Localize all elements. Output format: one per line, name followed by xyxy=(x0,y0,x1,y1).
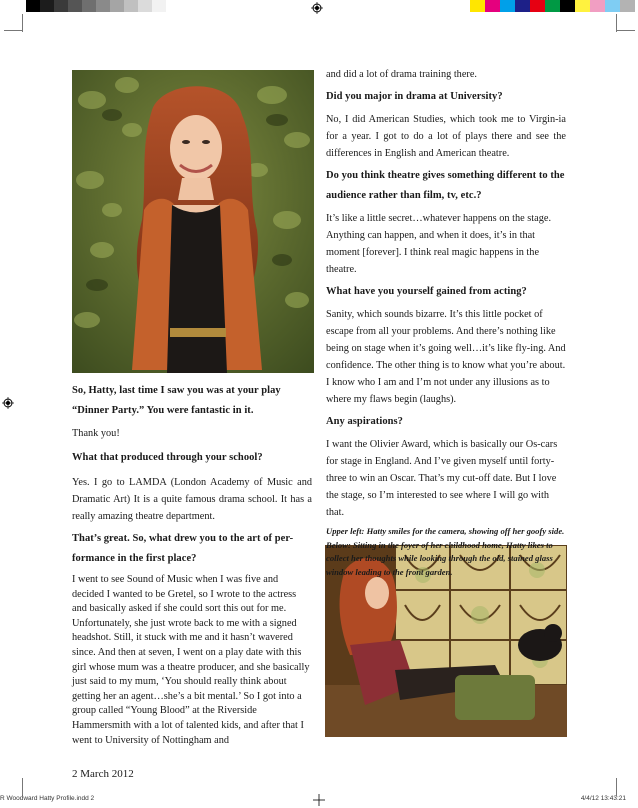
question-1: So, Hatty, last time I saw you was at your play “Dinner Party.” You were fantastic in it. xyxy=(72,385,281,416)
crop-mark xyxy=(22,778,23,796)
grayscale-calibration-bar xyxy=(26,0,180,12)
grayscale-swatch xyxy=(40,0,54,12)
portrait-photo xyxy=(72,70,314,373)
color-swatch xyxy=(500,0,515,12)
color-swatch xyxy=(545,0,560,12)
grayscale-swatch xyxy=(82,0,96,12)
crop-mark xyxy=(616,778,617,796)
crosshair-icon xyxy=(2,397,14,409)
answer-3: I went to see Sound of Music when I was five and decided I wanted to be Gretel, so I wrote to the actress and basically asked if she could sort this out for me. Unfortunately, she just wrote back to me with a signed headshot. Still, it stuck with me and it hasn’t wavered since. And then at seven, I went on a play date with this girl whose mum was a theatre producer, and she basically just said to my mum, ‘You should really think about getting her an agent…she’s a bit mental.’ So I got into a group called “Young Blood” at the Riverside Hammersmith with a lot of talented kids, and after that I went to University of Nottingham and xyxy=(72,574,310,746)
question-3: That’s great. So, what drew you to the art of per-formance in the first place? xyxy=(72,533,294,564)
answer-7: I want the Olivier Award, which is basically our Os-cars for stage in England. And I’ve given myself until forty-three to win an Oscar. That’s my cut-off date. But I love the stage, so I’m interested to see where I will go with that. xyxy=(326,439,558,518)
color-swatch xyxy=(590,0,605,12)
grayscale-swatch xyxy=(68,0,82,12)
grayscale-swatch xyxy=(54,0,68,12)
crop-mark xyxy=(4,30,22,31)
timestamp-slug: 4/4/12 13:43:21 xyxy=(580,795,626,802)
right-column xyxy=(326,66,566,579)
color-swatch xyxy=(530,0,545,12)
color-swatch xyxy=(470,0,485,12)
answer-3-continued: and did a lot of drama training there. xyxy=(326,69,477,80)
publication-date: 2 March 2012 xyxy=(72,768,134,780)
color-swatch xyxy=(605,0,620,12)
color-swatch xyxy=(560,0,575,12)
question-6: What have you yourself gained from acting? xyxy=(326,286,527,297)
grayscale-swatch xyxy=(152,0,166,12)
question-7: Any aspirations? xyxy=(326,416,403,427)
grayscale-swatch xyxy=(166,0,180,12)
color-swatch xyxy=(485,0,500,12)
grayscale-swatch xyxy=(138,0,152,12)
grayscale-swatch xyxy=(26,0,40,12)
grayscale-swatch xyxy=(110,0,124,12)
crop-mark xyxy=(22,14,23,32)
grayscale-swatch xyxy=(124,0,138,12)
question-4: Did you major in drama at University? xyxy=(326,91,503,102)
answer-6: Sanity, which sounds bizarre. It’s this little pocket of escape from all your problems. And there’s nothing like being on stage when it’s going well…it’s like fly-ing. And confidence. The other thing is to know what you’re about. I know who I am and I’m not under any illusions as to where my flaws begin (laughs). xyxy=(326,309,566,405)
answer-4: No, I did American Studies, which took me to Virgin-ia for a year. I got to do a lot of plays there and see the differences in English and American theatre. xyxy=(326,114,566,159)
color-calibration-bar xyxy=(470,0,635,12)
answer-1: Thank you! xyxy=(72,428,120,439)
answer-5: It’s like a little secret…whatever happens on the stage. Anything can happen, and when it does, it’s in that moment [forever]. I think real magic happens in the theatre. xyxy=(326,213,552,275)
crop-mark xyxy=(617,30,635,31)
crosshair-icon xyxy=(313,794,325,806)
photo-caption: Upper left: Hatty smiles for the camera, showing off her goofy side. Below: Sitting in the foyer of her childhood home, Hatty likes to collect her thoughts while looking through the old, stained glass window leading to the front garden. xyxy=(326,526,565,577)
file-slug: R Woodward Hatty Profile.indd 2 xyxy=(0,795,95,802)
question-2: What that produced through your school? xyxy=(72,452,263,463)
color-swatch xyxy=(515,0,530,12)
crosshair-icon xyxy=(311,2,323,14)
answer-2: Yes. I go to LAMDA (London Academy of Music and Dramatic Art) It is a quite famous drama school. It has a really amazing theatre department. xyxy=(72,477,312,522)
question-5: Do you think theatre gives something different to the audience rather than film, tv, etc.? xyxy=(326,170,565,201)
color-swatch xyxy=(620,0,635,12)
color-swatch xyxy=(575,0,590,12)
grayscale-swatch xyxy=(96,0,110,12)
left-column xyxy=(72,381,312,752)
